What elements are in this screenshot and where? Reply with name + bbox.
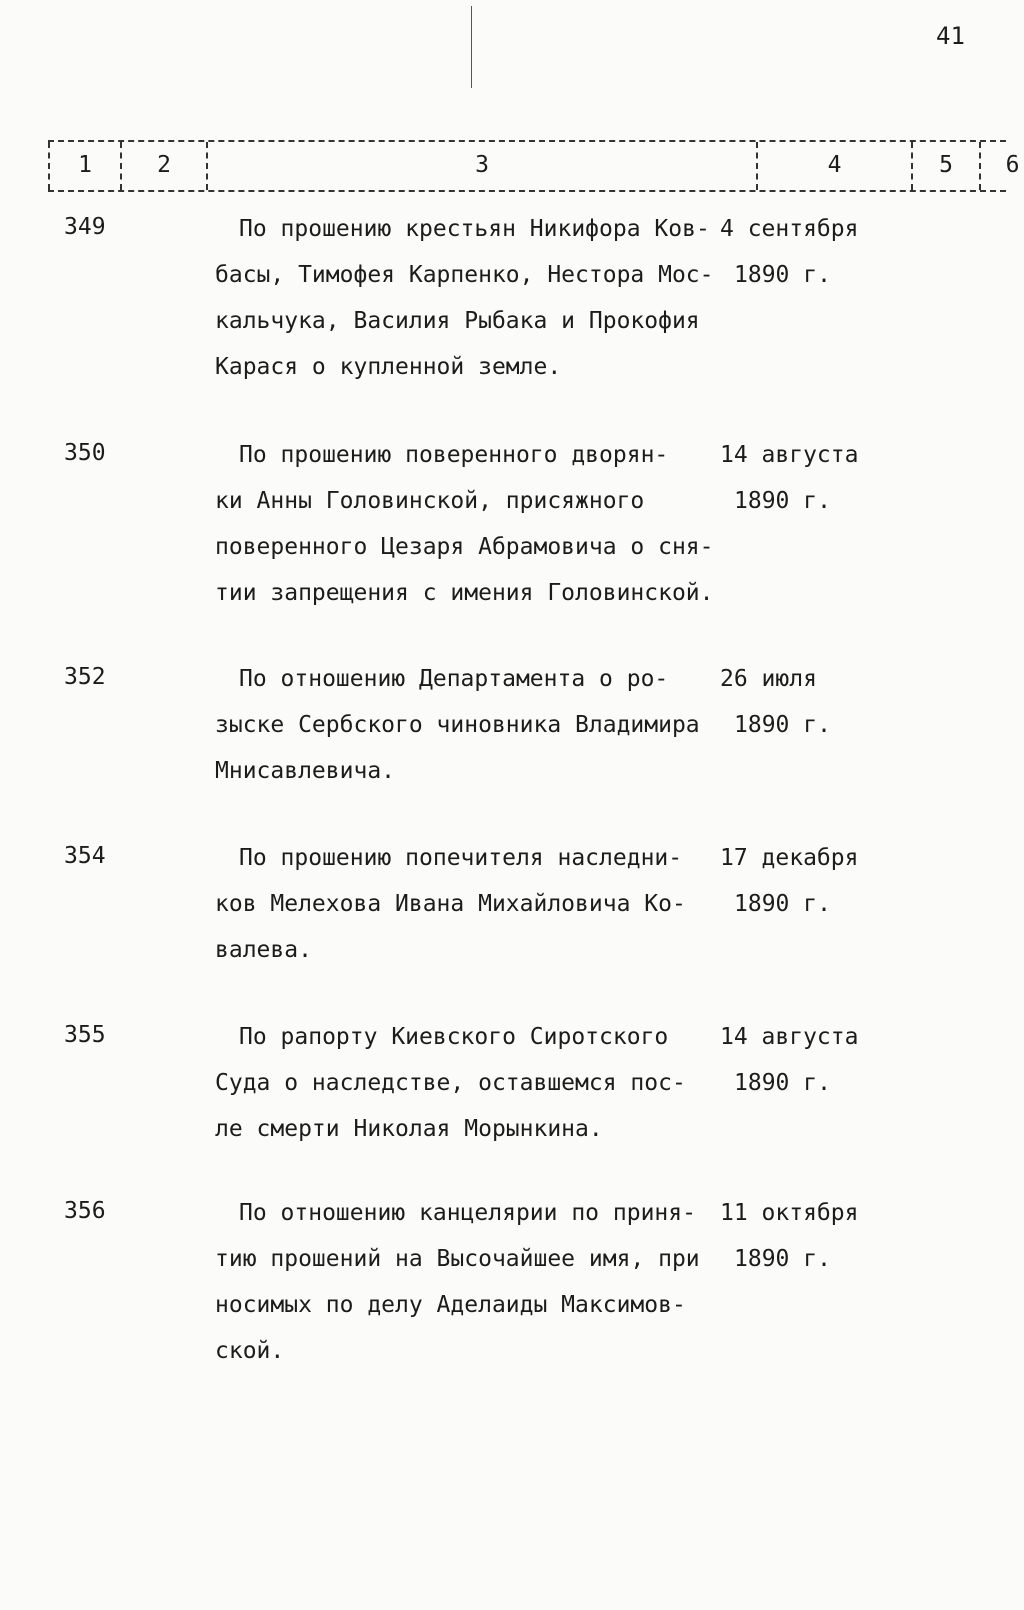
entry-description bbox=[215, 1198, 715, 1382]
description-line: кальчука, Василия Рыбака и Прокофия bbox=[215, 308, 700, 334]
entry-number: 354 bbox=[64, 843, 106, 869]
date-day-month: 11 октября bbox=[720, 1200, 859, 1226]
description-line: ки Анны Головинской, присяжного bbox=[215, 488, 645, 514]
description-line: По прошению попечителя наследни- bbox=[239, 845, 683, 871]
margin-mark bbox=[471, 6, 472, 88]
description-line: По отношению канцелярии по приня- bbox=[239, 1200, 696, 1226]
date-year: 1890 г. bbox=[734, 891, 831, 917]
date-year: 1890 г. bbox=[734, 488, 831, 514]
description-line: ле смерти Николая Морынкина. bbox=[215, 1116, 603, 1142]
description-line: По отношению Департамента о ро- bbox=[239, 666, 669, 692]
description-line: По прошению крестьян Никифора Ков- bbox=[239, 216, 710, 242]
date-year: 1890 г. bbox=[734, 712, 831, 738]
date-day-month: 26 июля bbox=[720, 666, 817, 692]
description-line: По прошению поверенного дворян- bbox=[239, 442, 669, 468]
table-header bbox=[48, 140, 1020, 192]
entry-date bbox=[720, 214, 920, 306]
description-line: Мнисавлевича. bbox=[215, 758, 396, 784]
date-day-month: 14 августа bbox=[720, 1024, 859, 1050]
date-year: 1890 г. bbox=[734, 262, 831, 288]
date-day-month: 17 декабря bbox=[720, 845, 859, 871]
header-col-3: 3 bbox=[208, 142, 758, 190]
entry-description bbox=[215, 664, 715, 802]
description-line: басы, Тимофея Карпенко, Нестора Мос- bbox=[215, 262, 714, 288]
entry-date bbox=[720, 664, 920, 756]
description-line: Карася о купленной земле. bbox=[215, 354, 562, 380]
description-line: валева. bbox=[215, 937, 312, 963]
entry-date bbox=[720, 1022, 920, 1114]
entry-description bbox=[215, 843, 715, 981]
entry-date bbox=[720, 440, 920, 532]
entry-number: 355 bbox=[64, 1022, 106, 1048]
header-col-2: 2 bbox=[122, 142, 208, 190]
date-day-month: 14 августа bbox=[720, 442, 859, 468]
header-col-1: 1 bbox=[48, 142, 122, 190]
header-col-5: 5 bbox=[913, 142, 981, 190]
entry-number: 356 bbox=[64, 1198, 106, 1224]
description-line: ков Мелехова Ивана Михайловича Ко- bbox=[215, 891, 686, 917]
header-col-4: 4 bbox=[758, 142, 913, 190]
description-line: ской. bbox=[215, 1338, 285, 1364]
description-line: поверенного Цезаря Абрамовича о сня- bbox=[215, 534, 714, 560]
entry-number: 352 bbox=[64, 664, 106, 690]
entry-number: 349 bbox=[64, 214, 106, 240]
date-day-month: 4 сентября bbox=[720, 216, 859, 242]
description-line: тии запрещения с имения Головинской. bbox=[215, 580, 714, 606]
entry-description bbox=[215, 1022, 715, 1160]
entry-date bbox=[720, 1198, 920, 1290]
description-line: Суда о наследстве, оставшемся пос- bbox=[215, 1070, 686, 1096]
description-line: По рапорту Киевского Сиротского bbox=[239, 1024, 669, 1050]
page-number: 41 bbox=[936, 22, 965, 50]
entry-date bbox=[720, 843, 920, 935]
description-line: носимых по делу Аделаиды Максимов- bbox=[215, 1292, 686, 1318]
header-col-6: 6 bbox=[981, 142, 1024, 190]
description-line: зыске Сербского чиновника Владимира bbox=[215, 712, 700, 738]
date-year: 1890 г. bbox=[734, 1246, 831, 1272]
date-year: 1890 г. bbox=[734, 1070, 831, 1096]
entry-number: 350 bbox=[64, 440, 106, 466]
entry-description bbox=[215, 214, 715, 398]
entry-description bbox=[215, 440, 715, 624]
description-line: тию прошений на Высочайшее имя, при bbox=[215, 1246, 700, 1272]
